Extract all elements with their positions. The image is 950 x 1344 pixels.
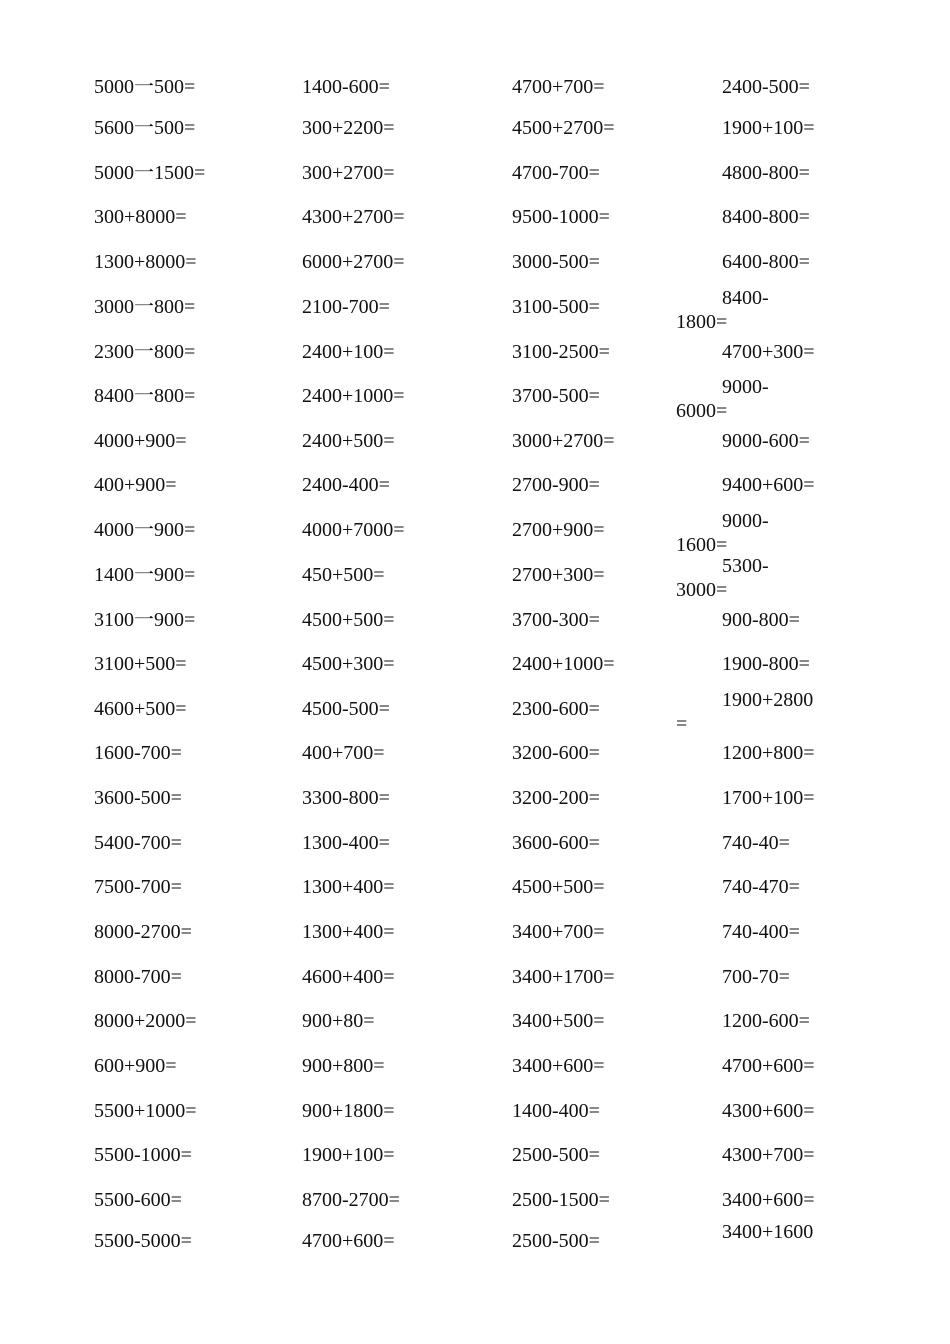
problem-text: 3600-600=	[512, 832, 600, 854]
problem-text: 8400-800=	[722, 206, 810, 228]
problem-text: 4700+600=	[302, 1230, 395, 1252]
problem-text: 1300+400=	[302, 921, 395, 943]
problem-text: 5500+1000=	[94, 1100, 197, 1122]
problem-text: 1600-700=	[94, 742, 182, 764]
problem-text: 1400-600=	[302, 76, 390, 98]
problem-text: 740-40=	[722, 832, 790, 854]
problem-row	[0, 376, 950, 429]
problem-row	[0, 689, 950, 742]
problem-text: 3700-300=	[512, 609, 600, 631]
problem-text: 2700+300=	[512, 564, 605, 586]
problem-text: 3200-600=	[512, 742, 600, 764]
problem-text-line1: 8400-	[722, 287, 769, 309]
problem-text: 450+500=	[302, 564, 385, 586]
problem-row	[0, 341, 950, 385]
problem-row	[0, 76, 950, 120]
problem-text: 3300-800=	[302, 787, 390, 809]
problem-text: 4000+900=	[94, 430, 187, 452]
problem-text: 1900+100=	[722, 117, 815, 139]
problem-text: 2500-1500=	[512, 1189, 610, 1211]
problem-text-line2: 6000=	[676, 400, 728, 422]
problem-text: 3600-500=	[94, 787, 182, 809]
problem-text: 9400+600=	[722, 474, 815, 496]
problem-text: 3000-500=	[512, 251, 600, 273]
problem-row	[0, 742, 950, 786]
problem-text: 1200-600=	[722, 1010, 810, 1032]
problem-text: 1200+800=	[722, 742, 815, 764]
problem-text: 4500+300=	[302, 653, 395, 675]
problem-text: 2400+500=	[302, 430, 395, 452]
problem-text: 1400一900=	[94, 564, 196, 586]
problem-text: 4800-800=	[722, 162, 810, 184]
problem-text: 3100一900=	[94, 609, 196, 631]
problem-row	[0, 1144, 950, 1188]
problem-text: 3000一800=	[94, 296, 196, 318]
problem-text: 700-70=	[722, 966, 790, 988]
problem-text: 4500-500=	[302, 698, 390, 720]
problem-text: 4300+2700=	[302, 206, 405, 228]
problem-text: 1900-800=	[722, 653, 810, 675]
problem-row	[0, 609, 950, 653]
problem-text: 8400一800=	[94, 385, 196, 407]
problem-text: 2700-900=	[512, 474, 600, 496]
problem-text: 9000-600=	[722, 430, 810, 452]
problem-text: 1400-400=	[512, 1100, 600, 1122]
problem-row	[0, 162, 950, 206]
problem-row	[0, 921, 950, 965]
problem-row	[0, 510, 950, 563]
problem-text: 6000+2700=	[302, 251, 405, 273]
problem-text: 4300+600=	[722, 1100, 815, 1122]
problem-cell-wrapped	[676, 688, 814, 735]
problem-text: 3400+600=	[722, 1189, 815, 1211]
problem-text: 2500-500=	[512, 1230, 600, 1252]
problem-text: 3100+500=	[94, 653, 187, 675]
problem-text: 1900+100=	[302, 1144, 395, 1166]
problem-row	[0, 832, 950, 876]
problem-text: 8000-700=	[94, 966, 182, 988]
problem-text: 4600+500=	[94, 698, 187, 720]
problem-text-line2: 3000=	[676, 579, 728, 601]
problem-text: 5500-1000=	[94, 1144, 192, 1166]
problem-text: 5500-600=	[94, 1189, 182, 1211]
problem-row	[0, 117, 950, 161]
problem-text: 400+900=	[94, 474, 177, 496]
problem-text: 1300+8000=	[94, 251, 197, 273]
problem-text: 3200-200=	[512, 787, 600, 809]
problem-text: 600+900=	[94, 1055, 177, 1077]
problem-text: 300+2700=	[302, 162, 395, 184]
problem-text: 3700-500=	[512, 385, 600, 407]
problem-text: 5600一500=	[94, 117, 196, 139]
problem-text: 2300一800=	[94, 341, 196, 363]
problem-text: 6400-800=	[722, 251, 810, 273]
problem-row	[0, 206, 950, 250]
problem-row	[0, 287, 950, 340]
problem-row	[0, 474, 950, 518]
problem-text: 3400+600=	[512, 1055, 605, 1077]
problem-row	[0, 876, 950, 920]
problem-text: 400+700=	[302, 742, 385, 764]
problem-text: 740-470=	[722, 876, 800, 898]
problem-text: 2700+900=	[512, 519, 605, 541]
problem-text: 1300+400=	[302, 876, 395, 898]
problem-text: 2500-500=	[512, 1144, 600, 1166]
problem-text-line2: 1800=	[676, 311, 728, 333]
problem-cell-wrapped	[676, 554, 796, 601]
problem-text: 3400+500=	[512, 1010, 605, 1032]
problem-text: 2400+1000=	[302, 385, 405, 407]
problem-text: 4700+700=	[512, 76, 605, 98]
problem-text: 4300+700=	[722, 1144, 815, 1166]
problem-text-line1: 9000-	[722, 376, 769, 398]
problem-text: 3100-500=	[512, 296, 600, 318]
problem-text: 3400+1700=	[512, 966, 615, 988]
problem-row	[0, 555, 950, 608]
problem-text: 4000+7000=	[302, 519, 405, 541]
problem-text: 4700+300=	[722, 341, 815, 363]
problem-text: 4000一900=	[94, 519, 196, 541]
problem-text: 2400+1000=	[512, 653, 615, 675]
problem-cell-wrapped	[676, 286, 796, 333]
problem-text: 900+80=	[302, 1010, 375, 1032]
problem-row	[0, 966, 950, 1010]
problem-row	[0, 1221, 950, 1274]
problem-text: 9500-1000=	[512, 206, 610, 228]
problem-cell-wrapped	[676, 509, 796, 556]
problem-row	[0, 787, 950, 831]
problem-text: 7500-700=	[94, 876, 182, 898]
problem-text: 2300-600=	[512, 698, 600, 720]
problem-text: 1300-400=	[302, 832, 390, 854]
problem-text: 3100-2500=	[512, 341, 610, 363]
problem-text: 1700+100=	[722, 787, 815, 809]
problem-text: 900+1800=	[302, 1100, 395, 1122]
problem-text: 4700+600=	[722, 1055, 815, 1077]
problem-row	[0, 251, 950, 295]
problem-text: 900-800=	[722, 609, 800, 631]
problem-text: 5500-5000=	[94, 1230, 192, 1252]
problem-text: 5400-700=	[94, 832, 182, 854]
problem-text: 2400+100=	[302, 341, 395, 363]
problem-text: 300+2200=	[302, 117, 395, 139]
problem-text: 2100-700=	[302, 296, 390, 318]
problem-text-line1: 9000-	[722, 510, 769, 532]
problem-cell-wrapped	[676, 1220, 814, 1262]
problem-text: 8700-2700=	[302, 1189, 400, 1211]
problem-text: 4500+500=	[512, 876, 605, 898]
problem-row	[0, 1010, 950, 1054]
problem-text-line2: =	[676, 713, 688, 735]
problem-row	[0, 1100, 950, 1144]
problem-row	[0, 1055, 950, 1099]
problem-text-line1: 1900+2800	[722, 689, 814, 711]
problem-text: 3000+2700=	[512, 430, 615, 452]
problem-text: 4500+2700=	[512, 117, 615, 139]
problem-text: 8000-2700=	[94, 921, 192, 943]
problem-row	[0, 430, 950, 474]
problem-text: 5000一1500=	[94, 162, 206, 184]
problem-text: 5000一500=	[94, 76, 196, 98]
problem-text: 2400-400=	[302, 474, 390, 496]
problem-cell-wrapped	[676, 375, 796, 422]
problem-text: 4700-700=	[512, 162, 600, 184]
problem-text: 900+800=	[302, 1055, 385, 1077]
problem-text: 3400+700=	[512, 921, 605, 943]
problem-text: 4500+500=	[302, 609, 395, 631]
problem-text: 2400-500=	[722, 76, 810, 98]
problem-text-line2: 1600=	[676, 534, 728, 556]
problem-text: 300+8000=	[94, 206, 187, 228]
problem-text: 8000+2000=	[94, 1010, 197, 1032]
problem-text-line1: 3400+1600	[722, 1221, 814, 1243]
problem-text-line1: 5300-	[722, 555, 769, 577]
problem-text: 740-400=	[722, 921, 800, 943]
problem-text: 4600+400=	[302, 966, 395, 988]
